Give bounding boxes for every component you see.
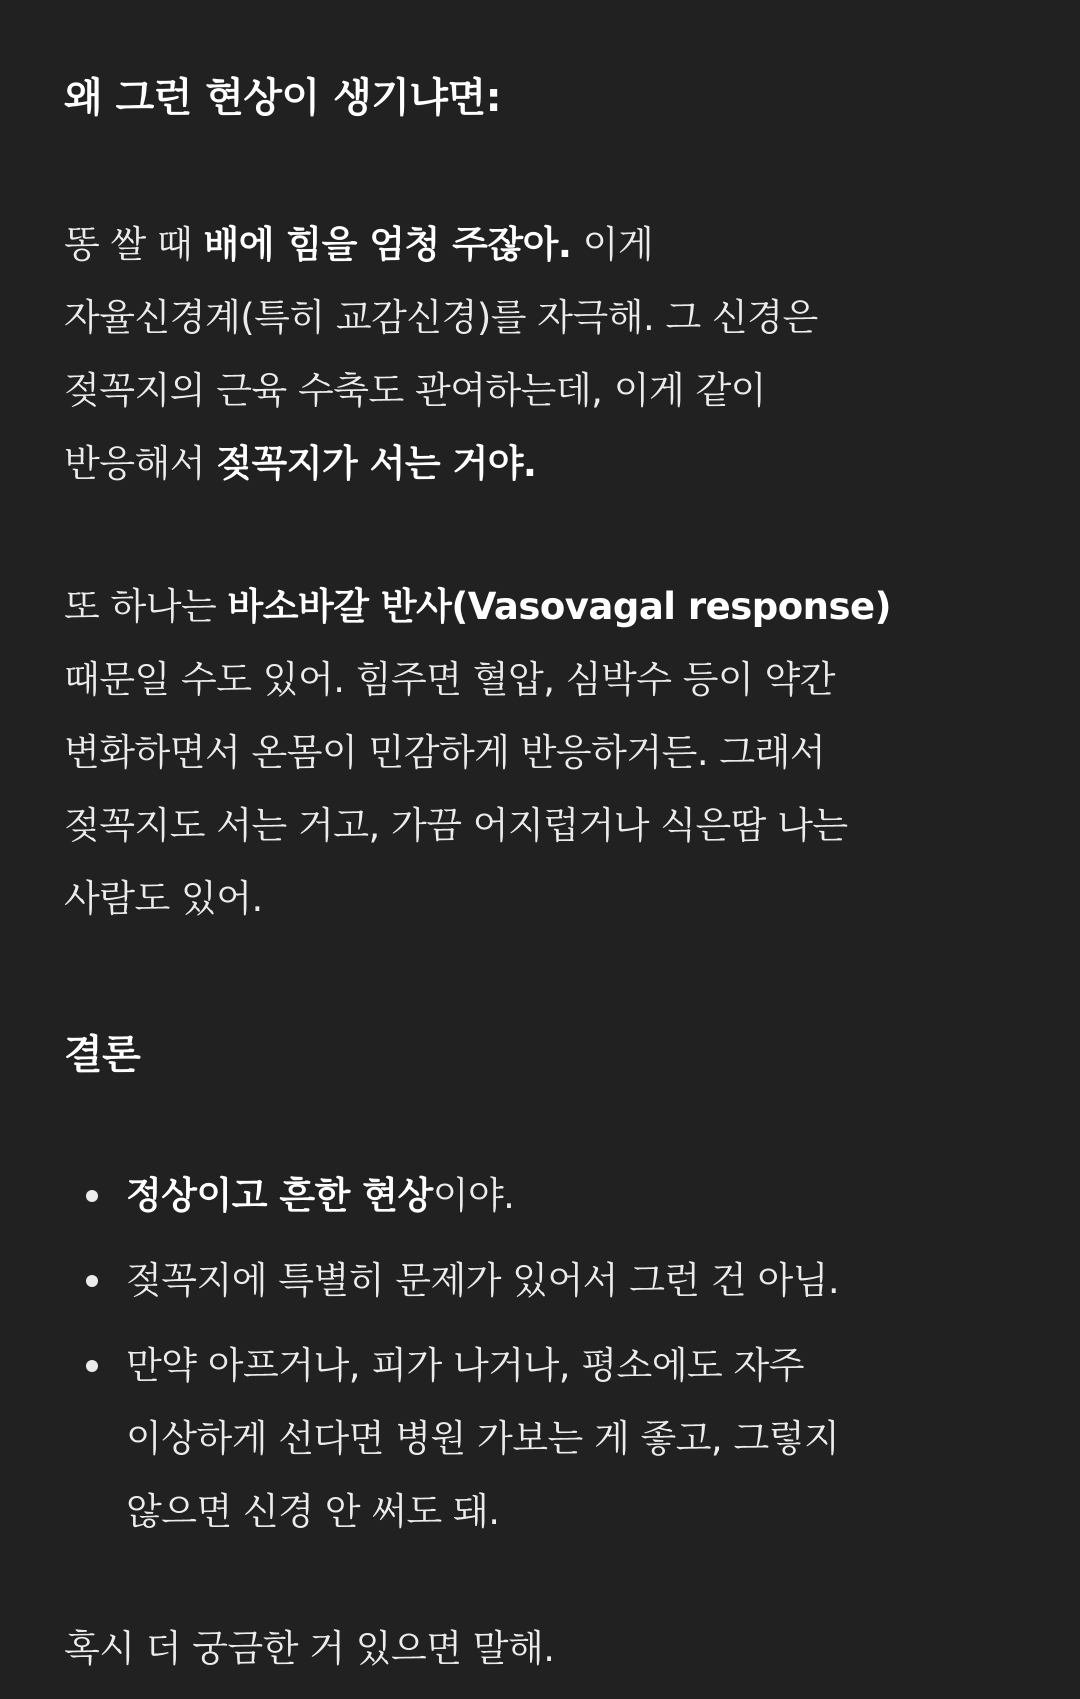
text: 또 하나는 — [64, 585, 228, 628]
text: 때문일 수도 있어. 힘주면 혈압, 심박수 등이 약간 — [64, 658, 835, 701]
text: 젖꼭지에 특별히 문제가 있어서 그런 건 아님. — [126, 1259, 840, 1302]
heading-conclusion: 결론 — [64, 1032, 141, 1078]
text: 이야. — [432, 1174, 515, 1217]
bold-text: 젖꼭지가 서는 거야. — [216, 442, 537, 485]
bullet-dot-icon — [86, 1360, 98, 1372]
text: 똥 쌀 때 — [64, 223, 204, 266]
paragraph-vasovagal — [64, 570, 1016, 935]
bullet-dot-icon — [86, 1275, 98, 1287]
text: 자율신경계(특히 교감신경)를 자극해. 그 신경은 — [64, 296, 818, 339]
list-item — [64, 1159, 1016, 1232]
text: 젖꼭지의 근육 수축도 관여하는데, 이게 같이 — [64, 369, 766, 412]
heading-why: 왜 그런 현상이 생기냐면: — [64, 75, 502, 121]
text: 변화하면서 온몸이 민감하게 반응하거든. 그래서 — [64, 731, 826, 774]
conclusion-list — [64, 1159, 1016, 1548]
list-item — [64, 1329, 1016, 1548]
list-item — [64, 1244, 1016, 1317]
text: 만약 아프거나, 피가 나거나, 평소에도 자주 — [126, 1344, 804, 1387]
text: 않으면 신경 안 써도 돼. — [126, 1490, 500, 1533]
bold-text: 바소바갈 반사(Vasovagal response) — [227, 585, 892, 628]
paragraph-cause — [64, 208, 1016, 500]
bold-text: 배에 힘을 엄청 주잖아. — [203, 223, 572, 266]
bold-text: 정상이고 흔한 현상 — [126, 1174, 433, 1217]
text: 이상하게 선다면 병원 가보는 게 좋고, 그렇지 — [126, 1417, 840, 1460]
bullet-dot-icon — [86, 1190, 98, 1202]
closing-line: 혹시 더 궁금한 거 있으면 말해. — [64, 1627, 555, 1670]
text: 젖꼭지도 서는 거고, 가끔 어지럽거나 식은땀 나는 — [64, 804, 848, 847]
text: 사람도 있어. — [64, 877, 263, 920]
text: 이게 — [571, 223, 654, 266]
text: 반응해서 — [64, 442, 217, 485]
